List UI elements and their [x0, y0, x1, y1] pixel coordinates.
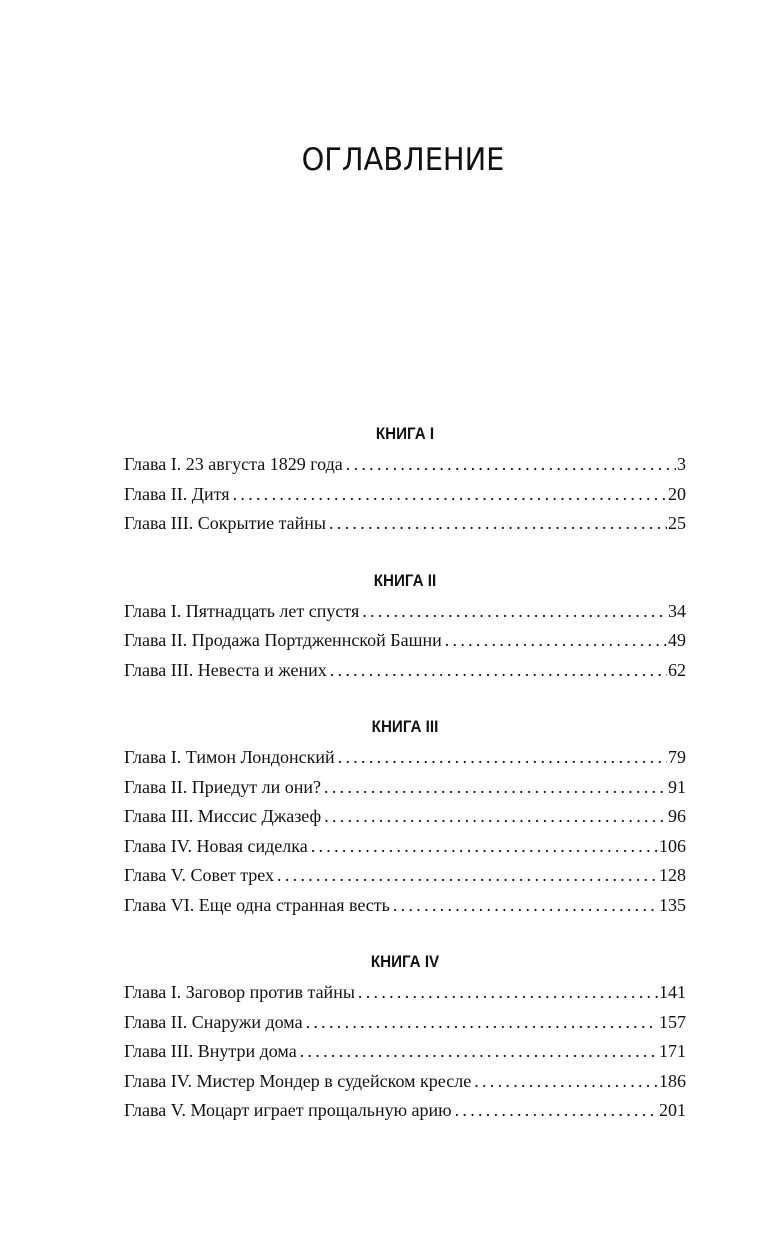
chapter-entry	[124, 626, 686, 656]
chapter-page-number: 96	[668, 806, 686, 826]
dot-leader	[445, 626, 667, 656]
dot-leader	[358, 978, 658, 1008]
chapter-page-number: 128	[659, 865, 686, 885]
chapter-label: Глава II. Приедут ли они?	[124, 776, 322, 797]
dot-leader	[324, 773, 667, 803]
chapter-entry	[124, 1037, 686, 1067]
book-title: КНИГА IV	[370, 953, 440, 971]
chapter-label: Глава III. Невеста и жених	[124, 659, 327, 680]
chapter-page-number: 20	[668, 483, 686, 504]
dot-leader	[324, 802, 667, 832]
chapter-label: Глава III. Миссис Джазеф	[124, 806, 322, 826]
chapter-entry	[124, 1008, 686, 1038]
chapter-page-number: 135	[659, 894, 686, 915]
dot-leader	[300, 1037, 658, 1067]
chapter-entry	[124, 832, 686, 862]
book-section-4	[124, 948, 686, 1126]
chapter-entry	[124, 861, 686, 891]
chapter-label: Глава VI. Еще одна странная весть	[124, 894, 390, 915]
dot-leader	[474, 1067, 658, 1097]
book-section-3	[124, 713, 686, 920]
dot-leader	[338, 743, 667, 773]
chapter-page-number: 49	[668, 630, 686, 650]
chapter-page-number: 201	[659, 1100, 686, 1120]
chapter-list	[124, 597, 686, 686]
book-title: КНИГА III	[371, 718, 439, 736]
chapter-entry	[124, 891, 686, 921]
chapter-label: Глава I. Пятнадцать лет спустя	[124, 600, 360, 621]
dot-leader	[346, 450, 676, 480]
chapter-list	[124, 978, 686, 1126]
book-title: КНИГА II	[373, 571, 437, 590]
chapter-page-number: 79	[668, 747, 686, 767]
chapter-entry	[124, 802, 686, 832]
chapter-label: Глава I. 23 августа 1829 года	[124, 454, 343, 474]
chapter-label: Глава II. Дитя	[124, 483, 230, 504]
page-title: ОГЛАВЛЕНИЕ	[301, 142, 505, 178]
chapter-page-number: 34	[668, 600, 686, 621]
table-of-contents	[124, 420, 686, 1126]
chapter-list	[124, 743, 686, 920]
chapter-page-number: 62	[668, 659, 686, 680]
chapter-label: Глава II. Снаружи дома	[124, 1011, 303, 1032]
chapter-entry	[124, 509, 686, 539]
dot-leader	[455, 1096, 658, 1126]
chapter-page-number: 141	[659, 982, 686, 1002]
chapter-label: Глава I. Тимон Лондонский	[124, 747, 335, 767]
chapter-label: Глава I. Заговор против тайны	[124, 982, 355, 1002]
chapter-page-number: 186	[659, 1070, 686, 1091]
dot-leader	[233, 480, 667, 510]
chapter-label: Глава III. Внутри дома	[124, 1041, 297, 1061]
chapter-entry	[124, 597, 686, 627]
book-title: КНИГА I	[375, 425, 435, 443]
book-section-2	[124, 567, 686, 686]
chapter-page-number: 157	[659, 1011, 686, 1032]
chapter-list	[124, 450, 686, 539]
dot-leader	[277, 861, 658, 891]
chapter-page-number: 91	[668, 776, 686, 797]
dot-leader	[393, 891, 658, 921]
book-section-1	[124, 420, 686, 539]
chapter-entry	[124, 773, 686, 803]
dot-leader	[306, 1008, 658, 1038]
dot-leader	[311, 832, 658, 862]
chapter-label: Глава IV. Мистер Мондер в судейском кресле	[124, 1070, 472, 1091]
chapter-entry	[124, 743, 686, 773]
chapter-page-number: 106	[659, 835, 686, 856]
chapter-label: Глава IV. Новая сиделка	[124, 835, 308, 856]
chapter-page-number: 171	[659, 1041, 686, 1061]
chapter-label: Глава V. Совет трех	[124, 865, 275, 885]
chapter-entry	[124, 1096, 686, 1126]
chapter-entry	[124, 480, 686, 510]
chapter-entry	[124, 1067, 686, 1097]
chapter-entry	[124, 450, 686, 480]
chapter-page-number: 25	[668, 513, 686, 533]
chapter-entry	[124, 656, 686, 686]
dot-leader	[330, 656, 667, 686]
chapter-page-number: 3	[677, 454, 686, 474]
chapter-label: Глава V. Моцарт играет прощальную арию	[124, 1100, 452, 1120]
chapter-entry	[124, 978, 686, 1008]
dot-leader	[329, 509, 667, 539]
chapter-label: Глава III. Сокрытие тайны	[124, 513, 327, 533]
chapter-label: Глава II. Продажа Портдженнской Башни	[124, 630, 442, 650]
dot-leader	[362, 597, 667, 627]
